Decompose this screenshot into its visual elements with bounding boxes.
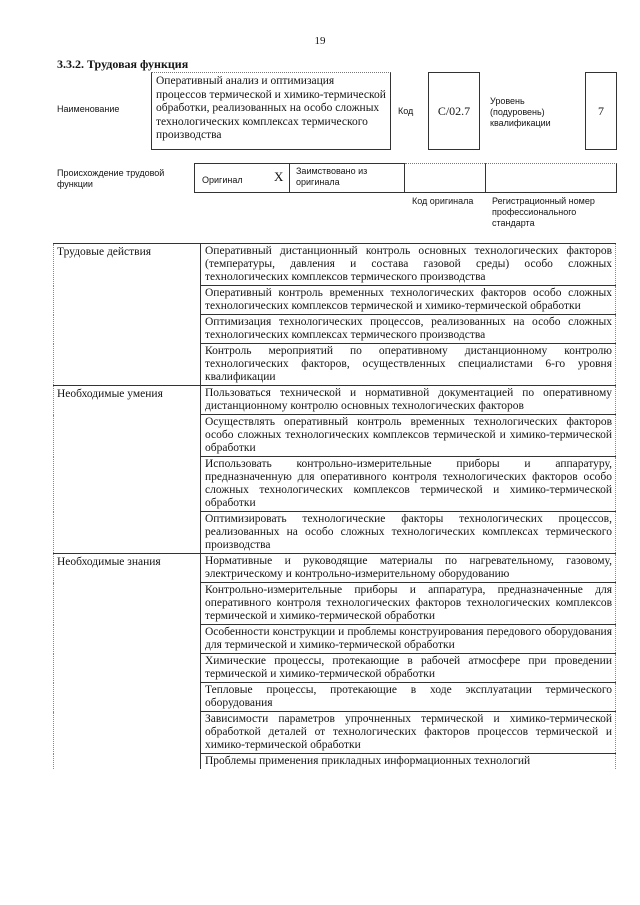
list-item: Оптимизация технологических процессов, реализованных на особо сложных технологических комплексах термического производства [201, 315, 616, 344]
list-item: Пользоваться технической и нормативной документацией по оперативному дистанционному контролю основных технологических факторов [201, 386, 616, 415]
list-item: Осуществлять оперативный контроль временных технологических факторов особо сложных технологических комплексов термической и химико-термической обработки [201, 415, 616, 457]
list-item: Оперативный контроль временных технологических факторов особо сложных технологических комплексов термической и химико-термической обработки [201, 286, 616, 315]
section-label: Необходимые знания [54, 554, 201, 770]
table-row [54, 244, 616, 286]
list-item: Контроль мероприятий по оперативному дистанционному контролю технологических факторов, осуществленных специалистами 6-го уровня квалификации [201, 344, 616, 386]
original-code-caption: Код оригинала [412, 196, 474, 206]
function-name: Оперативный анализ и оптимизация процессов термической и химико-термической обработки, реализованных на особо сложных технологических комплексах термического производства [151, 72, 391, 150]
list-item: Тепловые процессы, протекающие в ходе эксплуатации термического оборудования [201, 683, 616, 712]
table-row [54, 386, 616, 415]
original-code-cell [405, 163, 485, 193]
section-title: 3.3.2. Трудовая функция [57, 57, 189, 71]
level-label: Уровень (подуровень) квалификации [490, 96, 551, 128]
original-label: Оригинал [202, 175, 243, 185]
borrowed-label: Заимствовано из оригинала [296, 166, 368, 187]
list-item: Оперативный дистанционный контроль основных технологических факторов (температуры, давления и состава газовой среды) особо сложных технологических комплексов термического производства [201, 244, 616, 286]
original-mark: X [274, 169, 284, 184]
list-item: Оптимизировать технологические факторы технологических процессов, реализованных на особо сложных технологических комплексах термического производства [201, 512, 616, 554]
name-label: Наименование [57, 104, 120, 114]
level-value: 7 [585, 72, 617, 150]
registration-number-caption: Регистрационный номер профессионального стандарта [492, 196, 595, 228]
section-label: Необходимые умения [54, 386, 201, 554]
list-item: Зависимости параметров упрочненных термической и химико-термической обработкой деталей от технологических факторов процессов термической и химико-термической обработки [201, 712, 616, 754]
list-item: Нормативные и руководящие материалы по нагревательному, газовому, электрическому и контрольно-измерительному оборудованию [201, 554, 616, 583]
list-item: Проблемы применения прикладных информационных технологий [201, 754, 616, 770]
list-item: Использовать контрольно-измерительные приборы и аппаратуру, предназначенную для оперативного контроля технологических факторов особо сложных технологических комплексов термической и химико-термической обработки [201, 457, 616, 512]
origin-label: Происхождение трудовой функции [57, 168, 165, 189]
function-details-table [53, 243, 616, 769]
list-item: Особенности конструкции и проблемы конструирования передового оборудования для термической и химико-термической обработки [201, 625, 616, 654]
table-row [54, 554, 616, 583]
page-number: 19 [314, 35, 326, 47]
list-item: Химические процессы, протекающие в рабочей атмосфере при проведении термической и химико-термической обработки [201, 654, 616, 683]
code-value: C/02.7 [428, 72, 480, 150]
code-label: Код [398, 106, 414, 116]
registration-number-cell [485, 163, 617, 193]
section-label: Трудовые действия [54, 244, 201, 386]
list-item: Контрольно-измерительные приборы и аппаратура, предназначенные для оперативного контроля технологических факторов технологических комплексов термической и химико-термической обработки [201, 583, 616, 625]
